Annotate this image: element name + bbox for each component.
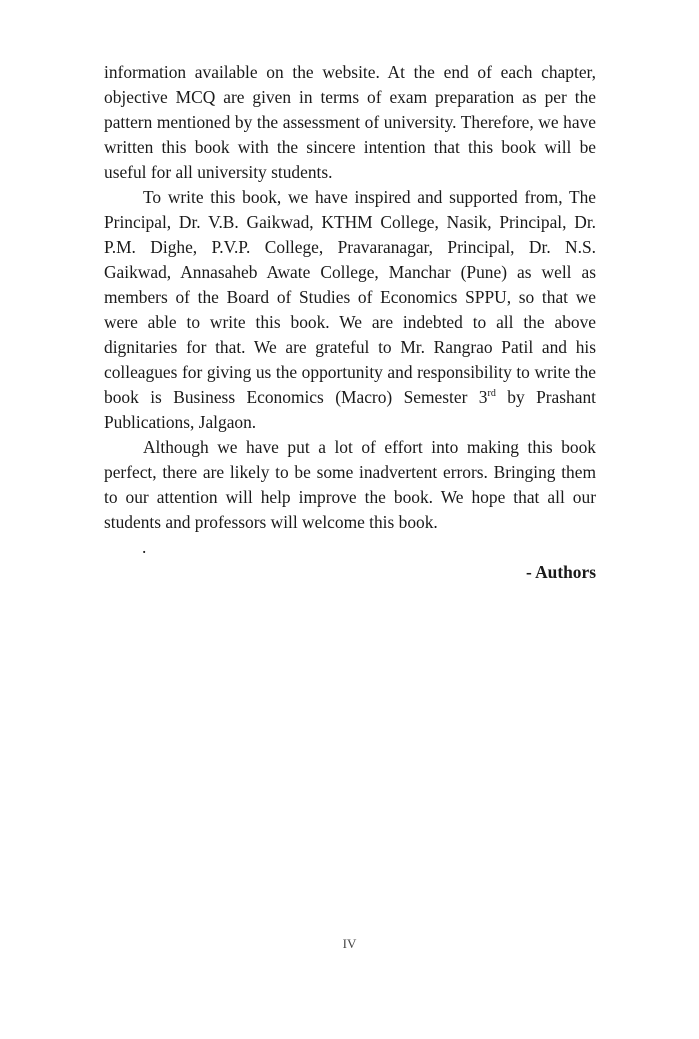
page-number: IV xyxy=(342,936,357,951)
authors-signature: - Authors xyxy=(525,562,596,582)
paragraph-errors: Although we have put a lot of effort into making this book perfect, there are likely to be some inadvertent errors. Bringing them to our attention will help improve the book. We hope that all our students and professors will welcome this book. xyxy=(104,437,596,532)
paragraph-acknowledgement-ending: by Prashant Publications, Jalgaon. xyxy=(104,387,596,432)
ordinal-superscript: rd xyxy=(487,388,496,400)
paragraph-acknowledgement-text: To write this book, we have inspired and supported from, The Principal, Dr. V.B. Gaikwad, KTHM College, Nasik, Principal, Dr. P.M. Dighe, P.V.P. College, Pravaranagar, Principal, Dr. N.S. Gaikwad, Annasaheb Awate College, Manchar (Pune) as well as members of the Board of Studies of Economics SPPU, so that we were able to write this book. We are indebted to all the above dignitaries for that. We are grateful to Mr. Rangrao Patil and his colleagues for giving us the opportunity and responsibility to write the book is Business Economics (Macro) Semester 3 xyxy=(104,187,596,407)
paragraph-acknowledgement xyxy=(104,185,596,435)
body-text xyxy=(104,60,596,585)
stray-dot: . xyxy=(142,537,147,557)
paragraph-continuation: information available on the website. At the end of each chapter, objective MCQ are given in terms of exam preparation as per the pattern mentioned by the assessment of university. Therefore, we have written this book with the sincere intention that this book will be useful for all university students. xyxy=(104,62,596,182)
